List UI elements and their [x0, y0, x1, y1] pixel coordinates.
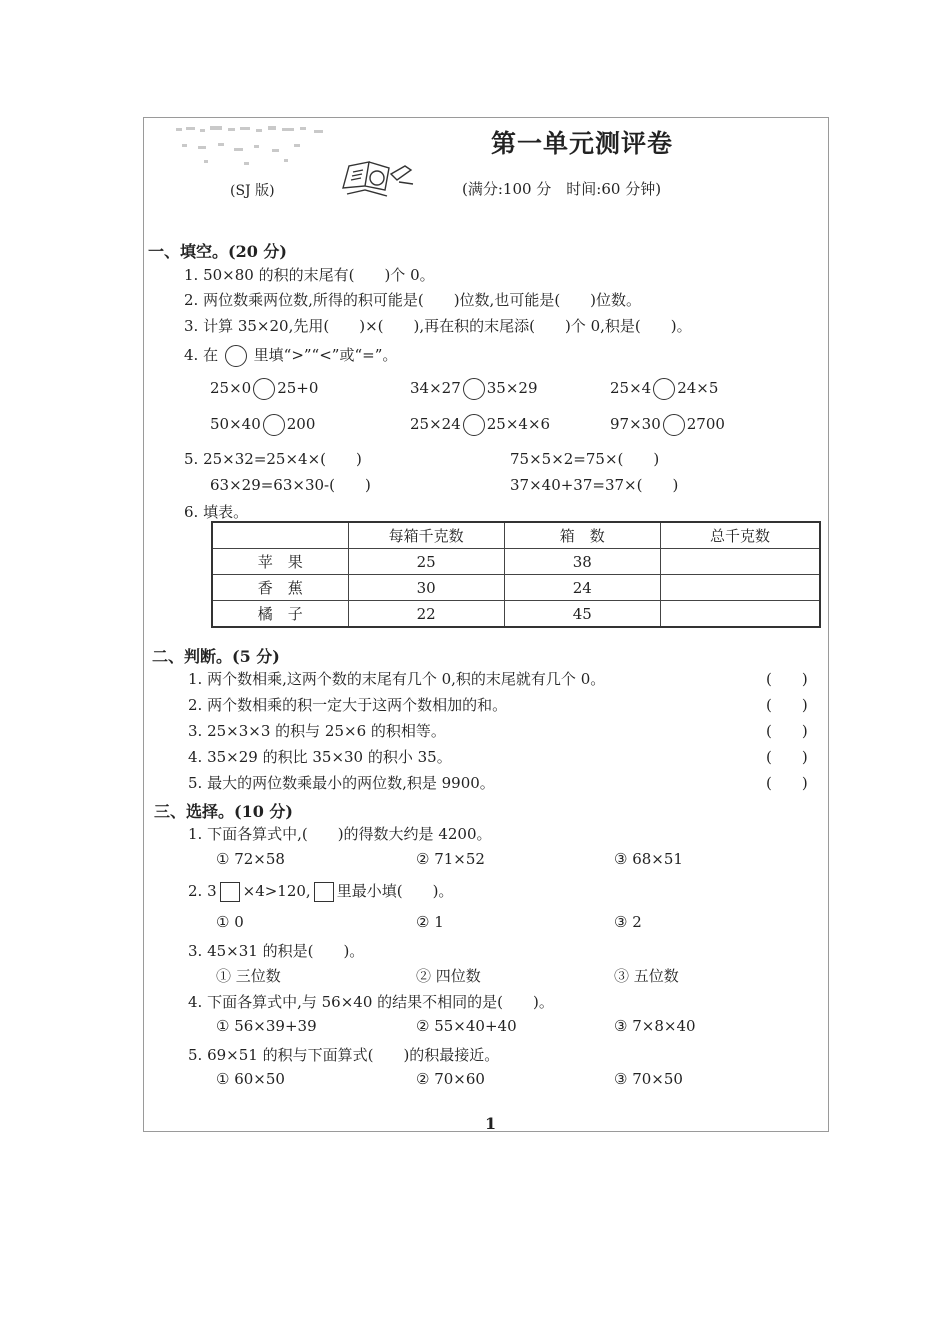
compare-left: 25×24 [410, 415, 461, 433]
judge-answer-paren[interactable]: ( ) [766, 748, 808, 766]
table-cell-answer[interactable] [660, 549, 820, 575]
table-cell: 香 蕉 [212, 575, 348, 601]
judge-item-4: 4. 35×29 的积比 35×30 的积小 35。 [188, 748, 452, 766]
choice-option[interactable]: ① 三位数 [216, 967, 281, 985]
choice-option[interactable]: ① 72×58 [216, 850, 285, 868]
compare-left: 50×40 [210, 415, 261, 433]
table-cell: 38 [504, 549, 660, 575]
judge-item-3: 3. 25×3×3 的积与 25×6 的积相等。 [188, 722, 446, 740]
compare-right: 25×4×6 [486, 415, 551, 433]
question-1-5a: 5. 25×32=25×4×( ) [184, 450, 362, 468]
table-cell: 24 [504, 575, 660, 601]
table-header-cell: 箱 数 [504, 522, 660, 549]
table-cell: 30 [348, 575, 504, 601]
section-judge-heading: 二、判断。(5 分) [152, 647, 280, 666]
table-cell: 22 [348, 601, 504, 628]
choice-question-2-part: 里最小填( )。 [336, 882, 454, 900]
choice-option[interactable]: ① 56×39+39 [216, 1017, 317, 1035]
choice-question-2-part: ×4>120, [242, 882, 311, 900]
table-header-cell: 总千克数 [660, 522, 820, 549]
table-row [212, 549, 820, 575]
table-header-row [212, 522, 820, 549]
choice-question-2-part: 2. 3 [188, 882, 217, 900]
choice-question-5: 5. 69×51 的积与下面算式( )的积最接近。 [188, 1046, 500, 1064]
blank-square-icon[interactable] [220, 882, 240, 902]
section-fill-blank-heading: 一、填空。(20 分) [148, 242, 287, 261]
edition-label: (SJ 版) [230, 183, 275, 199]
page-number: 1 [485, 1114, 497, 1133]
question-1-1: 1. 50×80 的积的末尾有( )个 0。 [184, 266, 435, 284]
score-time-info: (满分:100 分 时间:60 分钟) [462, 180, 662, 198]
compare-item [610, 378, 718, 400]
table-row [212, 575, 820, 601]
blank-square-icon [314, 882, 334, 902]
judge-answer-paren[interactable]: ( ) [766, 774, 808, 792]
table-cell: 45 [504, 601, 660, 628]
judge-answer-paren[interactable]: ( ) [766, 670, 808, 688]
page-title: 第一单元测评卷 [491, 129, 674, 158]
compare-circle-icon[interactable] [263, 414, 285, 436]
book-illustration-icon [339, 158, 417, 200]
choice-option[interactable]: ② 71×52 [416, 850, 485, 868]
compare-circle-icon[interactable] [463, 378, 485, 400]
compare-circle-icon[interactable] [663, 414, 685, 436]
choice-option[interactable]: ③ 五位数 [614, 967, 679, 985]
question-1-3: 3. 计算 35×20,先用( )×( ),再在积的末尾添( )个 0,积是( )。 [184, 317, 692, 335]
question-1-6: 6. 填表。 [184, 503, 249, 521]
question-1-2: 2. 两位数乘两位数,所得的积可能是( )位数,也可能是( )位数。 [184, 291, 642, 309]
compare-circle-icon[interactable] [463, 414, 485, 436]
compare-item [610, 414, 725, 436]
judge-item-2: 2. 两个数相乘的积一定大于这两个数相加的和。 [188, 696, 508, 714]
table-cell: 橘 子 [212, 601, 348, 628]
compare-right: 2700 [686, 415, 725, 433]
compare-left: 25×4 [610, 379, 652, 397]
choice-option[interactable]: ② 55×40+40 [416, 1017, 517, 1035]
choice-option[interactable]: ② 70×60 [416, 1070, 485, 1088]
question-1-5d: 37×40+37=37×( ) [510, 476, 679, 494]
table-row [212, 601, 820, 628]
table-header-cell [212, 522, 348, 549]
choice-option[interactable]: ② 四位数 [416, 967, 481, 985]
fruit-table [211, 521, 821, 628]
judge-item-5: 5. 最大的两位数乘最小的两位数,积是 9900。 [188, 774, 495, 792]
compare-item [210, 378, 318, 400]
question-1-5b: 75×5×2=75×( ) [510, 450, 660, 468]
choice-option[interactable]: ① 60×50 [216, 1070, 285, 1088]
question-1-5c: 63×29=63×30-( ) [210, 476, 371, 494]
choice-question-1: 1. 下面各算式中,( )的得数大约是 4200。 [188, 825, 492, 843]
judge-answer-paren[interactable]: ( ) [766, 696, 808, 714]
question-1-4 [184, 344, 397, 367]
compare-left: 97×30 [610, 415, 661, 433]
question-1-4-prefix: 4. 在 [184, 346, 219, 364]
choice-option[interactable]: ③ 70×50 [614, 1070, 683, 1088]
compare-item [410, 414, 550, 436]
compare-left: 34×27 [410, 379, 461, 397]
question-1-4-suffix: 里填“>”“<”或“=”。 [253, 346, 398, 364]
compare-left: 25×0 [210, 379, 252, 397]
choice-option[interactable]: ① 0 [216, 913, 244, 931]
choice-question-2 [188, 880, 453, 902]
compare-circle-icon [225, 345, 247, 367]
choice-option[interactable]: ③ 68×51 [614, 850, 683, 868]
table-cell-answer[interactable] [660, 601, 820, 628]
compare-circle-icon[interactable] [653, 378, 675, 400]
choice-option[interactable]: ② 1 [416, 913, 444, 931]
compare-circle-icon[interactable] [253, 378, 275, 400]
judge-item-1: 1. 两个数相乘,这两个数的末尾有几个 0,积的末尾就有几个 0。 [188, 670, 606, 688]
choice-question-3: 3. 45×31 的积是( )。 [188, 942, 365, 960]
compare-item [210, 414, 315, 436]
table-cell-answer[interactable] [660, 575, 820, 601]
compare-item [410, 378, 538, 400]
choice-question-4: 4. 下面各算式中,与 56×40 的结果不相同的是( )。 [188, 993, 554, 1011]
table-header-cell: 每箱千克数 [348, 522, 504, 549]
section-choice-heading: 三、选择。(10 分) [154, 802, 293, 821]
compare-right: 24×5 [677, 379, 719, 397]
judge-answer-paren[interactable]: ( ) [766, 722, 808, 740]
scan-noise [174, 124, 344, 168]
table-cell: 苹 果 [212, 549, 348, 575]
exam-page [143, 117, 829, 1132]
table-cell: 25 [348, 549, 504, 575]
choice-option[interactable]: ③ 7×8×40 [614, 1017, 696, 1035]
compare-right: 200 [286, 415, 316, 433]
compare-right: 35×29 [486, 379, 538, 397]
compare-right: 25+0 [277, 379, 319, 397]
choice-option[interactable]: ③ 2 [614, 913, 642, 931]
